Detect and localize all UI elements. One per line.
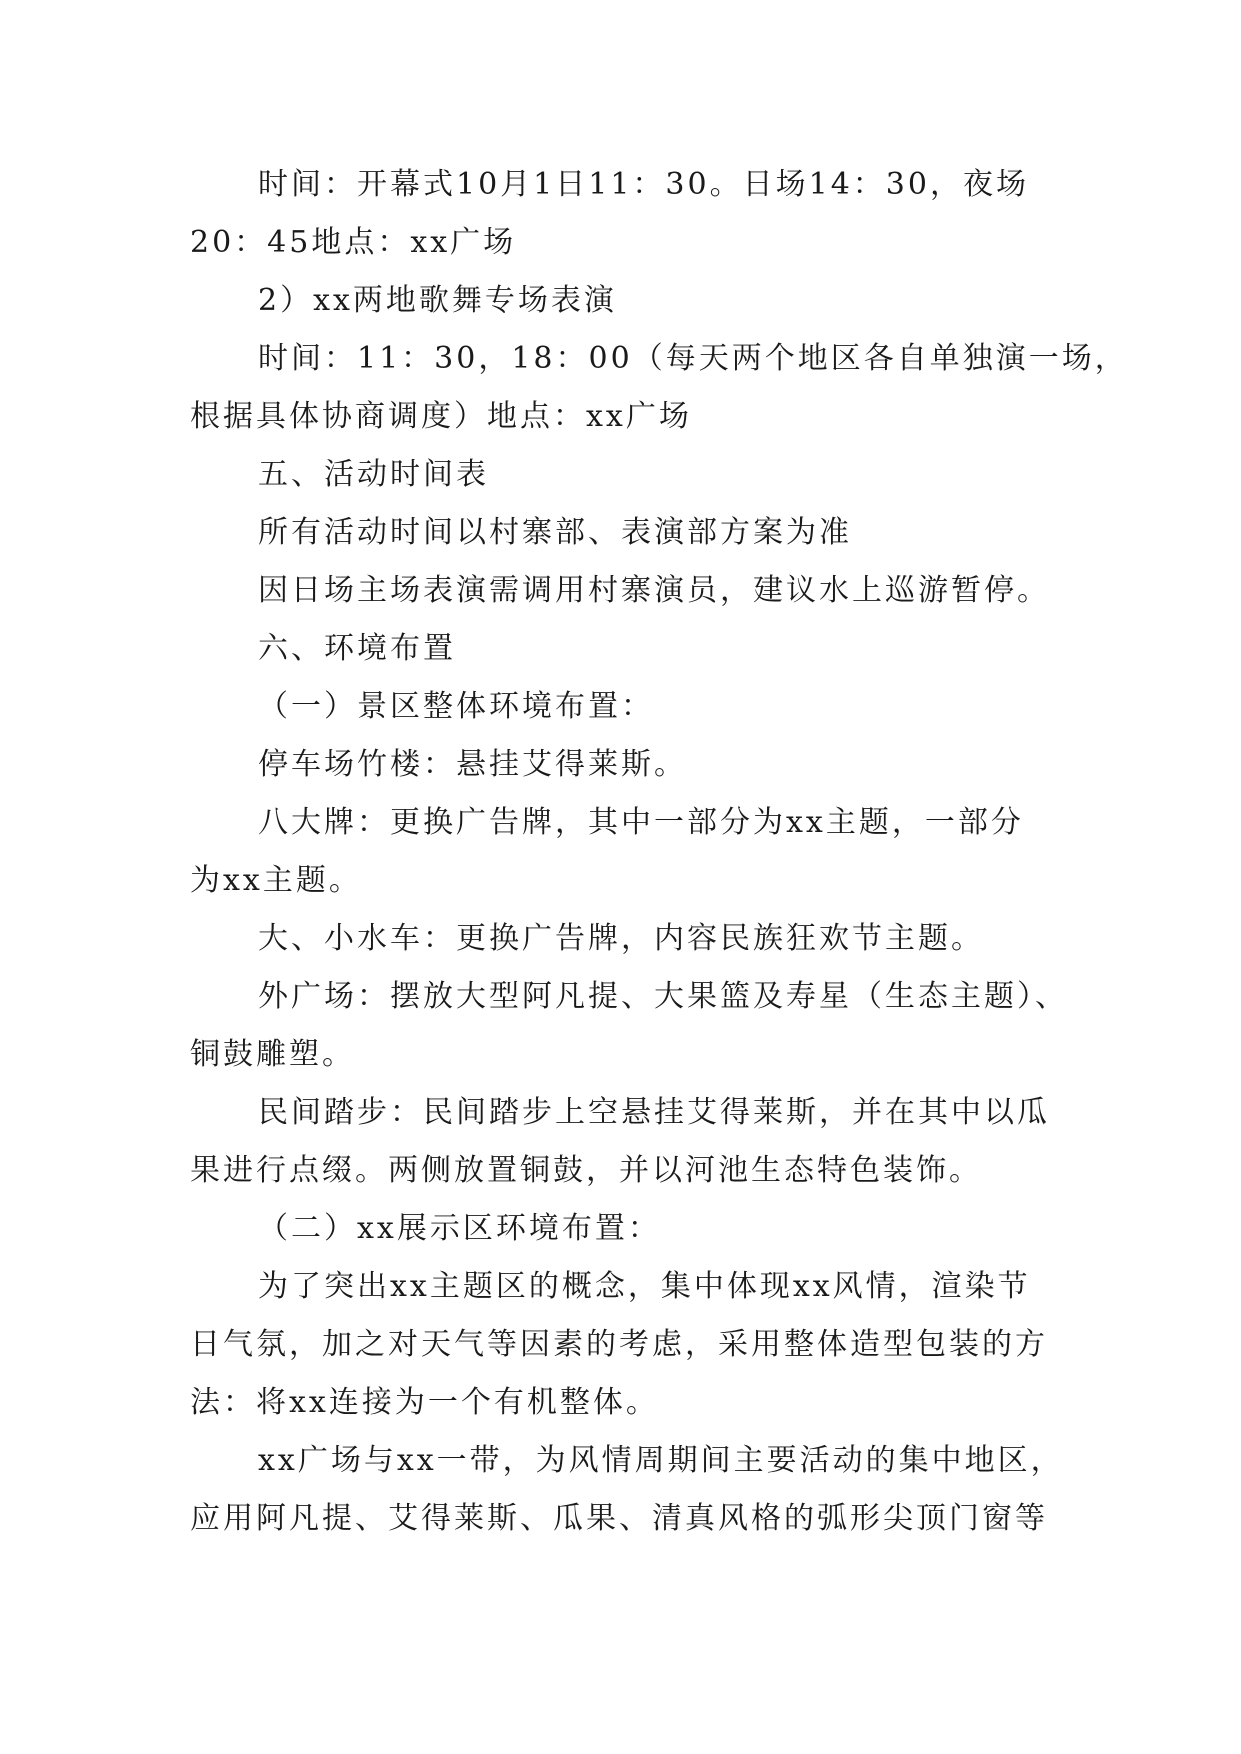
paragraph-line: 所有活动时间以村寨部、表演部方案为准 xyxy=(258,515,852,550)
paragraph-line: 日气氛，加之对天气等因素的考虑，采用整体造型包装的方 xyxy=(190,1327,1048,1362)
section-heading: 五、活动时间表 xyxy=(258,457,489,492)
paragraph-line: 20：45地点：xx广场 xyxy=(190,225,517,260)
paragraph-line: 停车场竹楼：悬挂艾得莱斯。 xyxy=(258,747,687,782)
subsection-heading: （一）景区整体环境布置： xyxy=(258,689,654,724)
paragraph-line: 为了突出xx主题区的概念，集中体现xx风情，渲染节 xyxy=(258,1269,1031,1304)
paragraph-line: xx广场与xx一带，为风情周期间主要活动的集中地区， xyxy=(258,1443,1064,1478)
paragraph-line: 时间：开幕式10月1日11：30。日场14：30，夜场 xyxy=(258,167,1029,202)
paragraph-line: 因日场主场表演需调用村寨演员，建议水上巡游暂停。 xyxy=(258,573,1050,608)
paragraph-line: 为xx主题。 xyxy=(190,863,362,898)
section-heading: 六、环境布置 xyxy=(258,631,456,666)
paragraph-line: 法：将xx连接为一个有机整体。 xyxy=(190,1385,659,1420)
paragraph-line: 民间踏步：民间踏步上空悬挂艾得莱斯，并在其中以瓜 xyxy=(258,1095,1050,1130)
paragraph-line: 应用阿凡提、艾得莱斯、瓜果、清真风格的弧形尖顶门窗等 xyxy=(190,1501,1048,1536)
paragraph-line: 外广场：摆放大型阿凡提、大果篮及寿星（生态主题）、 xyxy=(258,979,1068,1014)
paragraph-line: 2）xx两地歌舞专场表演 xyxy=(258,283,617,318)
paragraph-line: 果进行点缀。两侧放置铜鼓，并以河池生态特色装饰。 xyxy=(190,1153,982,1188)
document-body xyxy=(190,156,1128,1548)
paragraph-line: 铜鼓雕塑。 xyxy=(190,1037,355,1072)
subsection-heading: （二）xx展示区环境布置： xyxy=(258,1211,661,1246)
paragraph-line: 八大牌：更换广告牌，其中一部分为xx主题，一部分 xyxy=(258,805,1024,840)
paragraph-line: 大、小水车：更换广告牌，内容民族狂欢节主题。 xyxy=(258,921,984,956)
paragraph-line: 根据具体协商调度）地点：xx广场 xyxy=(190,399,692,434)
paragraph-line: 时间：11：30，18：00（每天两个地区各自单独演一场， xyxy=(258,341,1128,376)
